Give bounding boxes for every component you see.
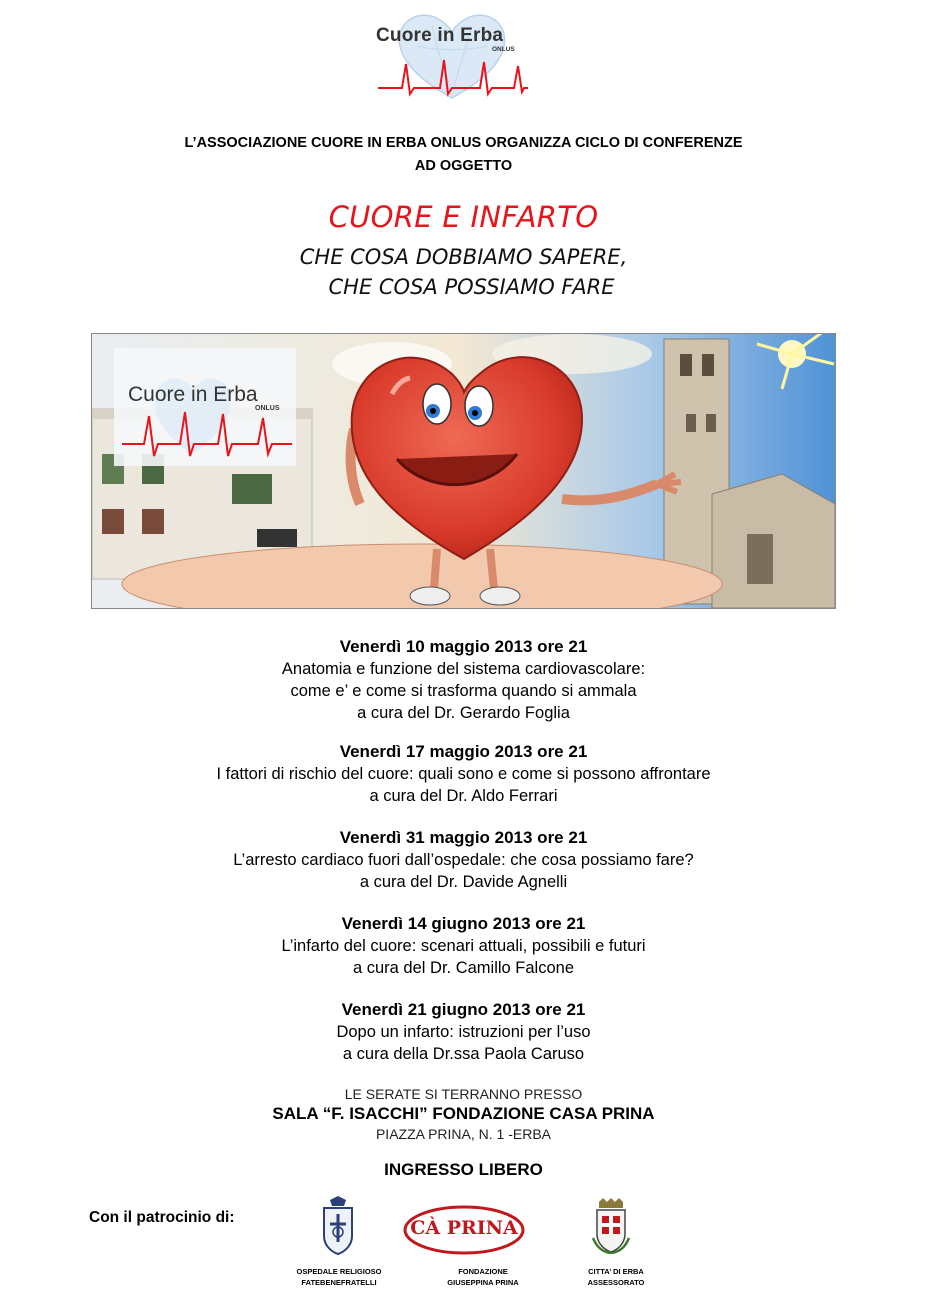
event-4 [80,913,847,979]
event-line: a cura del Dr. Aldo Ferrari [369,787,558,805]
venue-intro: LE SERATE SI TERRANNO PRESSO [344,1086,583,1102]
erba-coat-of-arms-icon [589,1198,633,1254]
event-line: a cura del Dr. Davide Agnelli [359,873,568,891]
logo-onlus: ONLUS [492,46,515,53]
fatebenefratelli-logo-icon [318,1196,358,1256]
sponsor-caption-3 [556,1266,676,1288]
ecg-line-icon [378,56,528,98]
subtitle-2: CHE COSA POSSIAMO FARE [328,275,615,299]
event-date: Venerdì 17 maggio 2013 ore 21 [339,742,588,761]
sponsor-caption-2 [420,1266,546,1288]
patronage-label: Con il patrocinio di: [89,1209,235,1226]
event-date: Venerdì 14 giugno 2013 ore 21 [341,914,586,933]
main-title: CUORE E INFARTO [328,200,599,234]
sponsor-caption-1 [276,1266,402,1288]
event-date: Venerdì 21 giugno 2013 ore 21 [341,1000,586,1019]
venue-address: PIAZZA PRINA, N. 1 -ERBA [375,1126,552,1142]
event-3 [80,827,847,893]
event-line: come e’ e come si trasforma quando si ammala [290,682,637,700]
intro-line-2: AD OGGETTO [414,158,513,174]
event-line: L’arresto cardiaco fuori dall’ospedale: che cosa possiamo fare? [233,851,694,869]
sponsor-caption-line: ASSESSORATO [587,1278,645,1287]
sponsor-caption-line: CITTA’ DI ERBA [588,1267,644,1276]
heart-mascot-illustration [92,334,835,608]
venue-name: SALA “F. ISACCHI” FONDAZIONE CASA PRINA [272,1104,655,1123]
event-line: Dopo un infarto: istruzioni per l’uso [336,1023,591,1041]
event-line: L’infarto del cuore: scenari attuali, possibili e futuri [281,937,646,955]
event-2 [80,741,847,807]
subtitle-1: CHE COSA DOBBIAMO SAPERE, [299,245,628,269]
header-logo [372,6,532,106]
event-1 [80,636,847,724]
sponsor-caption-line: GIUSEPPINA PRINA [447,1278,519,1287]
event-date: Venerdì 10 maggio 2013 ore 21 [339,637,588,656]
sponsor-caption-line: OSPEDALE RELIGIOSO [296,1267,382,1276]
event-line: I fattori di rischio del cuore: quali sono e come si possono affrontare [216,765,711,783]
logo-name: Cuore in Erba [376,25,504,46]
hero-illustration [91,333,836,609]
event-line: a cura del Dr. Gerardo Foglia [357,704,570,722]
intro-line-1: L’ASSOCIAZIONE CUORE IN ERBA ONLUS ORGANIZZA CICLO DI CONFERENZE [184,135,743,151]
ca-prina-logo-text: CÀ PRINA [410,1217,518,1239]
inset-logo-onlus: ONLUS [255,405,280,412]
event-line: Anatomia e funzione del sistema cardiovascolare: [281,660,646,678]
inset-logo-name: Cuore in Erba [128,383,258,406]
ca-prina-logo [403,1205,525,1255]
event-date: Venerdì 31 maggio 2013 ore 21 [339,828,588,847]
sponsor-caption-line: FONDAZIONE [458,1267,508,1276]
entry-free: INGRESSO LIBERO [384,1160,543,1179]
event-5 [80,999,847,1065]
event-line: a cura della Dr.ssa Paola Caruso [342,1045,585,1063]
sponsor-caption-line: FATEBENEFRATELLI [301,1278,377,1287]
event-line: a cura del Dr. Camillo Falcone [352,959,574,977]
